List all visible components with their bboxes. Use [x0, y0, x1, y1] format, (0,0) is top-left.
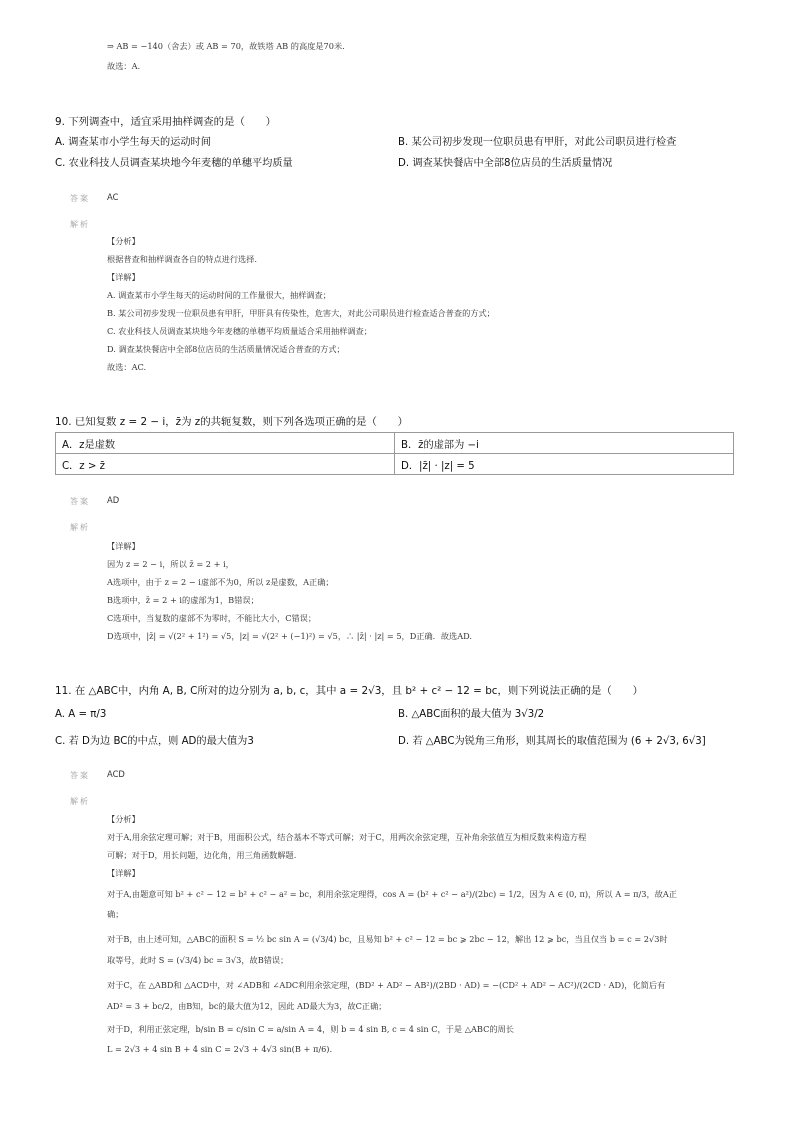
q11-analysis-line: 对于C，在 △ABD和 △ACD中，对 ∠ADB和 ∠ADC利用余弦定理，(BD² + AD² − AB²)/(2BD · AD) = −(CD² + AD² − AC²)/(2CD · AD)，化简后有 [107, 980, 666, 990]
q10-option-c[interactable]: C．z > z̄ [56, 454, 395, 475]
q11-option-c[interactable]: C. 若 D为边 BC的中点，则 AD的最大值为3 [55, 736, 254, 747]
q9-analysis-line: C. 农业科技人员调查某块地今年麦穗的单穗平均质量适合采用抽样调查； [107, 326, 372, 336]
continuation-line-1: ⇒ AB = −140（舍去）或 AB = 70，故铁塔 AB 的高度是70米. [107, 41, 345, 51]
question-9-stem: 9. 下列调查中，适宜采用抽样调查的是（ ） [55, 116, 277, 128]
q9-analysis-label: 解析 [70, 220, 90, 229]
q11-analysis-line: L = 2√3 + 4 sin B + 4 sin C = 2√3 + 4√3 sin(B + π/6). [107, 1044, 333, 1054]
q10-analysis-line: 【详解】 [107, 541, 140, 551]
q9-option-a[interactable]: A. 调查某市小学生每天的运动时间 [55, 137, 211, 148]
q9-analysis-line: 【分析】 [107, 236, 140, 246]
q10-analysis-line: C选项中，当复数的虚部不为零时，不能比大小，C错误； [107, 613, 317, 623]
q11-analysis-line: 取等号，此时 S = (√3/4) bc = 3√3，故B错误； [107, 955, 289, 965]
q10-options-table [55, 432, 734, 475]
q11-option-d[interactable]: D. 若 △ABC为锐角三角形，则其周长的取值范围为 (6 + 2√3, 6√3] [398, 736, 706, 747]
q9-option-b[interactable]: B. 某公司初步发现一位职员患有甲肝，对此公司职员进行检查 [398, 137, 677, 148]
q11-analysis-line: 对于B，由上述可知，△ABC的面积 S = ½ bc sin A = (√3/4) bc，且易知 b² + c² − 12 = bc ⩾ 2bc − 12，解出 12 ⩾ bc，当且仅当 b = c = 2√3时 [107, 934, 668, 944]
q10-answer-label: 答案 [70, 497, 90, 506]
q10-analysis-label: 解析 [70, 523, 90, 532]
q11-analysis-label: 解析 [70, 797, 90, 806]
q9-analysis-line: B. 某公司初步发现一位职员患有甲肝，甲肝具有传染性，危害大，对此公司职员进行检查适合普查的方式； [107, 308, 495, 318]
q11-analysis-line: 对于A,用余弦定理可解；对于B，用面积公式，结合基本不等式可解；对于C，用两次余弦定理，互补角余弦值互为相反数来构造方程 [107, 832, 587, 842]
q9-analysis-line: D. 调查某快餐店中全部8位店员的生活质量情况适合普查的方式； [107, 344, 345, 354]
q9-answer: AC [107, 192, 119, 202]
q11-answer: ACD [107, 769, 125, 779]
q11-option-a[interactable]: A. A = π/3 [55, 709, 107, 720]
q9-analysis-line: A. 调查某市小学生每天的运动时间的工作量很大，抽样调查； [107, 290, 331, 300]
q11-analysis-line: 可解；对于D，用长问题，边化角，用三角函数解题. [107, 850, 297, 860]
q11-analysis-line: 对于D，利用正弦定理，b/sin B = c/sin C = a/sin A = 4，则 b = 4 sin B, c = 4 sin C，于是 △ABC的周长 [107, 1024, 514, 1034]
q10-option-a[interactable]: A．z是虚数 [56, 433, 395, 454]
q11-analysis-line: 【详解】 [107, 868, 140, 878]
q11-analysis-line: 确； [107, 909, 124, 919]
q10-analysis-line: B选项中，z̄ = 2 + i的虚部为1，B错误； [107, 595, 259, 605]
q9-analysis-line: 故选：AC. [107, 362, 147, 372]
q10-analysis-line: A选项中，由于 z = 2 − i虚部不为0，所以 z是虚数，A正确； [107, 577, 334, 587]
q10-analysis-line: D选项中，|z̄| = √(2² + 1²) = √5，|z| = √(2² + (−1)²) = √5，∴ |z̄| · |z| = 5，D正确．故选AD. [107, 631, 473, 641]
question-10-stem: 10. 已知复数 z = 2 − i，z̄为 z的共轭复数，则下列各选项正确的是（ ） [55, 416, 409, 428]
q10-option-d[interactable]: D．|z̄| · |z| = 5 [395, 454, 734, 475]
q11-answer-label: 答案 [70, 771, 90, 780]
q11-analysis-line: 对于A,由题意可知 b² + c² − 12 = b² + c² − a² = bc，利用余弦定理得，cos A = (b² + c² − a²)/(2bc) = 1/2，因为 A ∈ (0, π)，所以 A = π/3，故A正 [107, 889, 677, 899]
q11-analysis-line: 【分析】 [107, 814, 140, 824]
q9-option-c[interactable]: C. 农业科技人员调查某块地今年麦穗的单穗平均质量 [55, 158, 293, 169]
q11-analysis-line: AD² = 3 + bc/2，由B知，bc的最大值为12，因此 AD最大为3，故C正确； [107, 1001, 387, 1011]
q10-answer: AD [107, 495, 120, 505]
q9-analysis-line: 根据普查和抽样调查各自的特点进行选择. [107, 254, 257, 264]
continuation-line-2: 故选：A. [107, 61, 141, 71]
q10-option-b[interactable]: B．z̄的虚部为 −i [395, 433, 734, 454]
q9-answer-label: 答案 [70, 194, 90, 203]
q9-analysis-line: 【详解】 [107, 272, 140, 282]
q11-option-b[interactable]: B. △ABC面积的最大值为 3√3/2 [398, 709, 545, 720]
q9-option-d[interactable]: D. 调查某快餐店中全部8位店员的生活质量情况 [398, 158, 613, 169]
question-11-stem: 11. 在 △ABC中，内角 A, B, C所对的边分别为 a, b, c，其中 a = 2√3，且 b² + c² − 12 = bc，则下列说法正确的是（ ） [55, 685, 643, 697]
q10-analysis-line: 因为 z = 2 − i，所以 z̄ = 2 + i， [107, 559, 234, 569]
